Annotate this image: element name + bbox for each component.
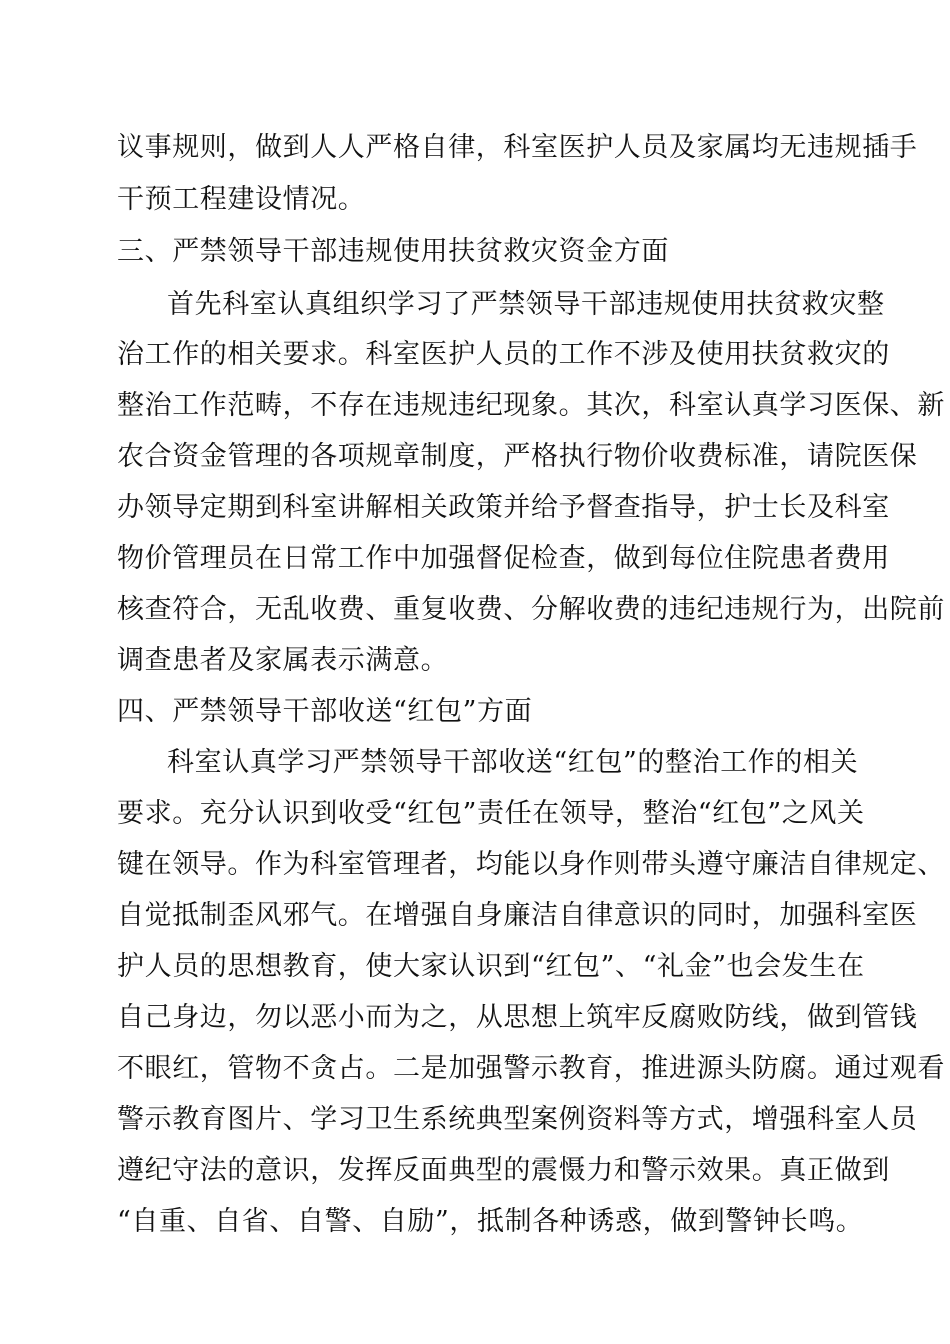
section-heading: 四、严禁领导干部收送“红包”方面 [117, 696, 533, 727]
text-line: 治工作的相关要求。科室医护人员的工作不涉及使用扶贫救灾的 [117, 339, 890, 370]
text-line: 自觉抵制歪风邪气。在增强自身廉洁自律意识的同时，加强科室医 [117, 900, 918, 931]
text-line: 科室认真学习严禁领导干部收送“红包”的整治工作的相关 [167, 747, 859, 778]
text-line: 要求。充分认识到收受“红包”责任在领导，整治“红包”之风关 [117, 798, 865, 829]
text-line: 农合资金管理的各项规章制度，严格执行物价收费标准，请院医保 [117, 441, 918, 472]
text-line: 议事规则，做到人人严格自律，科室医护人员及家属均无违规插手 [117, 132, 918, 163]
text-line: 不眼红，管物不贪占。二是加强警示教育，推进源头防腐。通过观看 [117, 1053, 945, 1084]
section-heading: 三、严禁领导干部违规使用扶贫救灾资金方面 [117, 236, 669, 267]
text-line: 首先科室认真组织学习了严禁领导干部违规使用扶贫救灾整 [167, 289, 885, 320]
text-line: 整治工作范畴，不存在违规违纪现象。其次，科室认真学习医保、新 [117, 390, 945, 421]
text-line: 遵纪守法的意识，发挥反面典型的震慑力和警示效果。真正做到 [117, 1155, 890, 1186]
text-line: 办领导定期到科室讲解相关政策并给予督查指导，护士长及科室 [117, 492, 890, 523]
text-line: 物价管理员在日常工作中加强督促检查，做到每位住院患者费用 [117, 543, 890, 574]
text-line: 核查符合，无乱收费、重复收费、分解收费的违纪违规行为，出院前 [117, 594, 945, 625]
text-line: 调查患者及家属表示满意。 [117, 645, 449, 676]
text-line: 警示教育图片、学习卫生系统典型案例资料等方式，增强科室人员 [117, 1104, 918, 1135]
text-line: 键在领导。作为科室管理者，均能以身作则带头遵守廉洁自律规定、 [117, 849, 945, 880]
text-line: 干预工程建设情况。 [117, 184, 366, 215]
text-line: 护人员的思想教育，使大家认识到“红包”、“礼金”也会发生在 [117, 951, 865, 982]
text-line: “自重、自省、自警、自励”，抵制各种诱惑，做到警钟长鸣。 [117, 1206, 864, 1237]
text-line: 自己身边，勿以恶小而为之，从思想上筑牢反腐败防线，做到管钱 [117, 1002, 918, 1033]
